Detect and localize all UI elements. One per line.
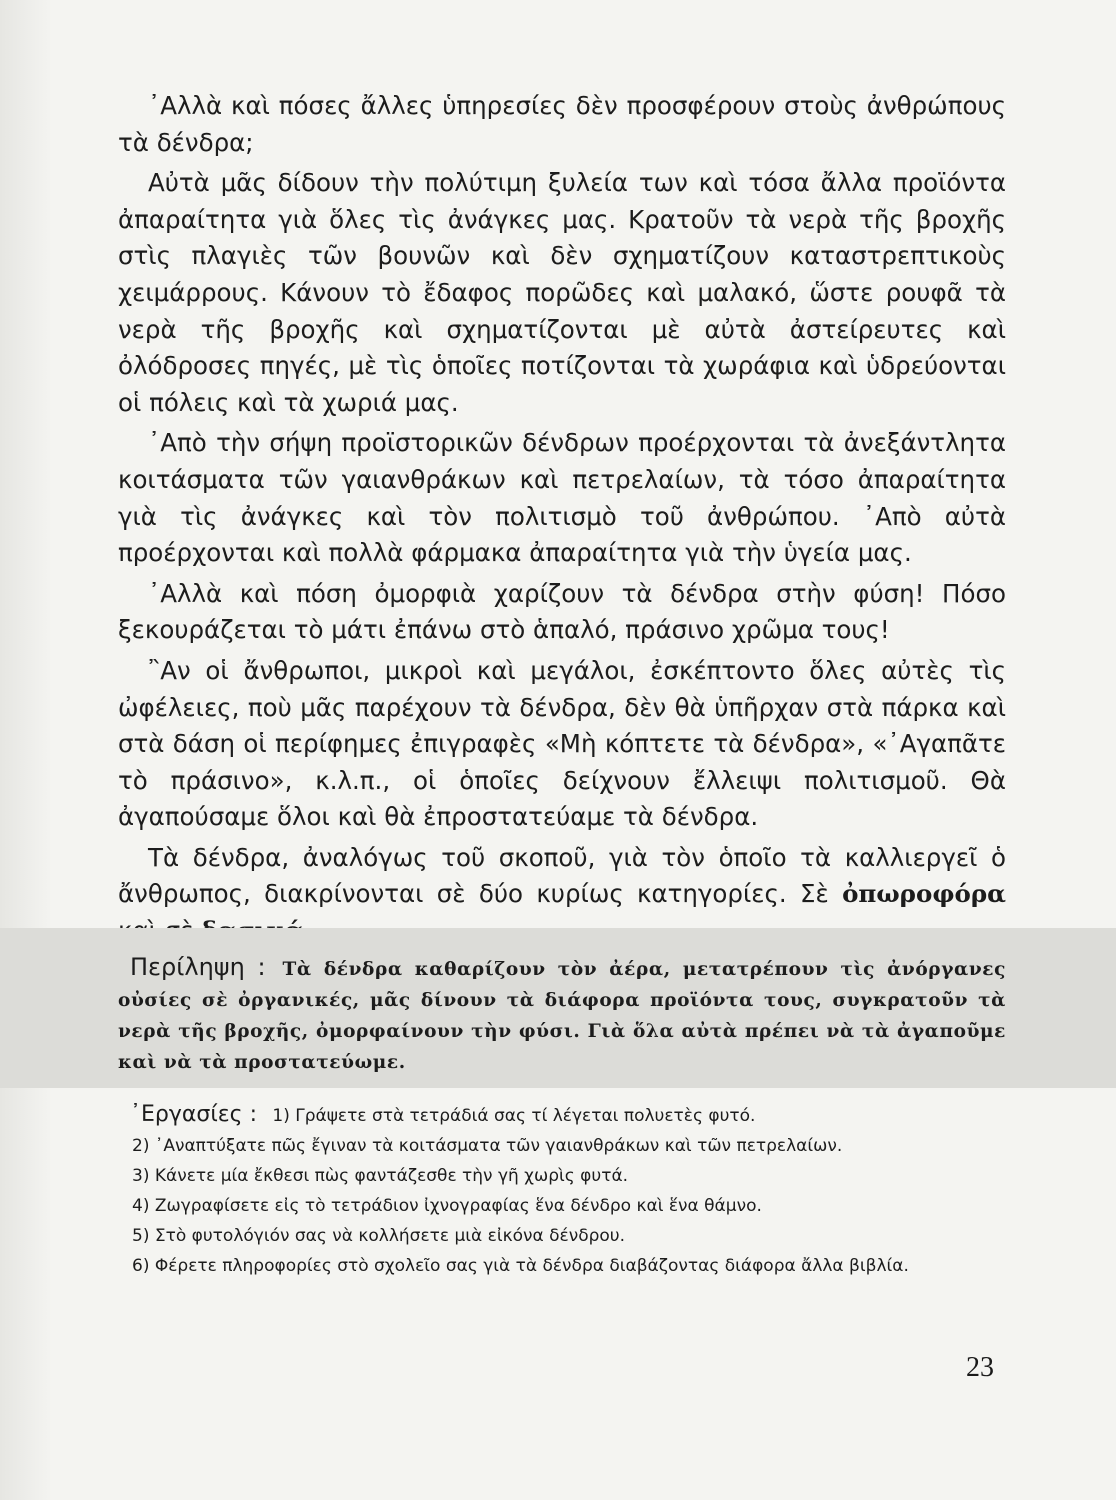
term-fruit-trees: ὀπωροφόρα: [842, 879, 1006, 909]
paragraph-4: ᾿Αλλὰ καὶ πόση ὀμορφιὰ χαρίζουν τὰ δένδρα στὴν φύση! Πόσο ξεκουράζεται τὸ μάτι ἐπάνω στὸ ἁπαλό, πράσινο χρῶμα τους!: [118, 578, 1006, 645]
exercise-item: 3) Κάνετε μία ἔκθεσι πὼς φαντάζεσθε τὴν γῆ χωρὶς φυτά.: [132, 1166, 629, 1186]
exercise-item: 2) ᾿Αναπτύξατε πῶς ἔγιναν τὰ κοιτάσματα τῶν γαιανθράκων καὶ τῶν πετρελαίων.: [132, 1136, 843, 1156]
summary-text: Τὰ δένδρα καθαρίζουν τὸν ἀέρα, μετατρέπουν τὶς ἀνόργανες οὐσίες σὲ ὀργανικές, μᾶς δίνουν τὰ διάφορα προϊόντα τους, συγκρατοῦν τὰ νερὰ τῆς βροχῆς, ὀμορφαίνουν τὴν φύσι. Γιὰ ὅλα αὐτὰ πρέπει νὰ τὰ ἀγαποῦμε καὶ νὰ τὰ προστατεύωμε.: [118, 959, 1006, 1073]
paragraph-1: ᾿Αλλὰ καὶ πόσες ἄλλες ὑπηρεσίες δὲν προσφέρουν στοὺς ἀνθρώπους τὰ δένδρα;: [118, 91, 1006, 157]
main-text: [118, 88, 1006, 954]
paragraph-5: ῍Αν οἱ ἄνθρωποι, μικροὶ καὶ μεγάλοι, ἐσκέπτοντο ὅλες αὐτὲς τὶς ὠφέλειες, ποὺ μᾶς παρέχουν τὰ δένδρα, δὲν θὰ ὑπῆρχαν στὰ πάρκα καὶ στὰ δάση οἱ περίφημες ἐπιγραφὲς «Μὴ κόπτετε τὰ δένδρα», «᾿Αγαπᾶτε τὸ πράσινο», κ.λ.π., οἱ ὁποῖες δείχνουν ἔλλειψι πολιτισμοῦ. Θὰ ἀγαπούσαμε ὅλοι καὶ θὰ ἐπροστατεύαμε τὰ δένδρα.: [118, 655, 1006, 832]
summary-label: Περίληψη :: [130, 953, 266, 981]
paragraph-3: ᾿Απὸ τὴν σήψη προϊστορικῶν δένδρων προέρχονται τὰ ἀνεξάντλητα κοιτάσματα τῶν γαιανθράκων καὶ πετρελαίων, τὰ τόσο ἀπαραίτητα γιὰ τὶς ἀνάγκες καὶ τὸν πολιτισμὸ τοῦ ἀνθρώπου. ᾿Απὸ αὐτὰ προέρχονται καὶ πολλὰ φάρμακα ἀπαραίτητα γιὰ τὴν ὑγεία μας.: [118, 428, 1006, 568]
paragraph-6-text: Τὰ δένδρα, ἀναλόγως τοῦ σκοποῦ, γιὰ τὸν ὁποῖο τὰ καλλιεργεῖ ὁ ἄνθρωπος, διακρίνονται σὲ δύο κυρίως κατηγορίες. Σὲ: [118, 842, 1006, 909]
page-number: 23: [966, 1352, 994, 1383]
exercise-first-line: [118, 1100, 1006, 1131]
exercise-item: 5) Στὸ φυτολόγιόν σας νὰ κολλήσετε μιὰ εἰκόνα δένδρου.: [132, 1226, 626, 1246]
summary-box: [118, 952, 1006, 1078]
page-binding-edge: [0, 0, 52, 1500]
paragraph-2: Αὐτὰ μᾶς δίδουν τὴν πολύτιμη ξυλεία των καὶ τόσα ἄλλα προϊόντα ἀπαραίτητα γιὰ ὅλες τὶς ἀνάγκες μας. Κρατοῦν τὰ νερὰ τῆς βροχῆς στὶς πλαγιὲς τῶν βουνῶν καὶ δὲν σχηματίζουν καταστρεπτικοὺς χειμάρρους. Κάνουν τὸ ἔδαφος πορῶδες καὶ μαλακό, ὥστε ρουφᾶ τὰ νερὰ τῆς βροχῆς καὶ σχηματίζονται μὲ αὐτὰ ἀστείρευτες καὶ ὀλόδροσες πηγές, μὲ τὶς ὁποῖες ποτίζονται τὰ χωράφια καὶ ὑδρεύονται οἱ πόλεις καὶ τὰ χωριά μας.: [118, 168, 1006, 417]
exercises-label: ᾿Εργασίες :: [130, 1102, 257, 1127]
exercise-item: 6) Φέρετε πληροφορίες στὸ σχολεῖο σας γιὰ τὰ δένδρα διαβάζοντας διάφορα ἄλλα βιβλία.: [132, 1256, 909, 1276]
exercises-section: [118, 1100, 1006, 1281]
exercise-item: 4) Ζωγραφίσετε εἰς τὸ τετράδιον ἰχνογραφίας ἕνα δένδρο καὶ ἕνα θάμνο.: [132, 1196, 762, 1216]
exercise-item: 1) Γράψετε στὰ τετράδιά σας τί λέγεται πολυετὲς φυτό.: [272, 1106, 756, 1126]
